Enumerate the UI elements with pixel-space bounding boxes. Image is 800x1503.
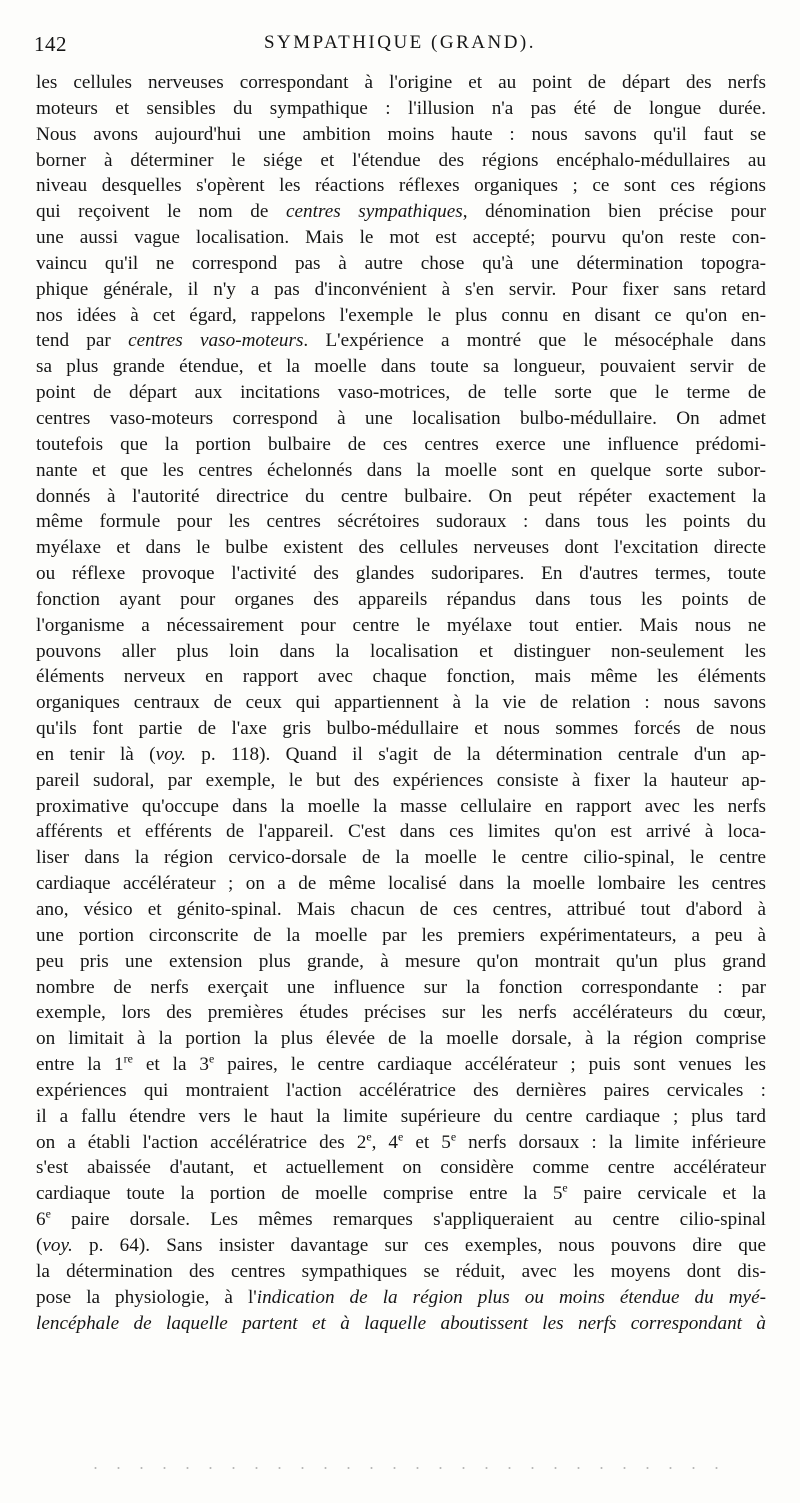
text-line: [36, 328, 766, 354]
text-run: qui reçoivent le nom de: [36, 201, 286, 223]
text-run: entre la 1: [36, 1054, 124, 1076]
text-line: [36, 225, 766, 251]
text-run: nante et que les centres échelonnés dans la moelle sont en quelque sorte subor-: [36, 459, 766, 481]
text-line: [36, 1181, 766, 1207]
text-line: [36, 173, 766, 199]
text-run: centres vaso-moteurs correspond à une localisation bulbo-médullaire. On admet: [36, 407, 766, 429]
text-run: même formule pour les centres sécrétoires sudoraux : dans tous les points du: [36, 511, 766, 533]
text-run: pose la physiologie, à l': [36, 1286, 257, 1308]
superscript: e: [562, 1181, 568, 1195]
running-title: SYMPATHIQUE (GRAND).: [263, 32, 537, 53]
text-line: [36, 1078, 766, 1104]
text-line: [36, 742, 766, 768]
text-run: éléments nerveux en rapport avec chaque fonction, mais même les éléments: [36, 666, 766, 688]
text-run: point de départ aux incitations vaso-motrices, de telle sorte que le terme de: [36, 382, 766, 404]
text-line: [36, 380, 766, 406]
text-line: [36, 484, 766, 510]
text-run: toutefois que la portion bulbaire de ces centres exerce une influence prédomi-: [36, 433, 766, 455]
text-run: en tenir là (: [36, 743, 156, 765]
text-line: [36, 1104, 766, 1130]
text-line: [36, 897, 766, 923]
italic-run: centres vaso-moteurs: [128, 330, 304, 352]
text-line: [36, 148, 766, 174]
superscript: e: [450, 1129, 457, 1144]
text-run: nerfs dorsaux : la limite inférieure: [456, 1131, 766, 1153]
text-line: [36, 1026, 766, 1052]
italic-run: centres sympathiques: [285, 201, 463, 223]
scan-specks: [84, 1466, 724, 1470]
text-line: [36, 509, 766, 535]
text-run: afférents et efférents de l'appareil. C'est dans ces limites qu'on est arrivé à loca-: [36, 821, 766, 843]
text-run: une aussi vague localisation. Mais le mot est accepté; pourvu qu'on reste con-: [36, 227, 766, 249]
italic-run: voy.: [42, 1234, 73, 1256]
text-run: borner à déterminer le siége et l'étendue des régions encéphalo-médullaires au: [36, 149, 766, 171]
text-run: proximative qu'occupe dans la moelle la masse cellulaire en rapport avec les nerfs: [36, 795, 766, 817]
text-run: s'est abaissée d'autant, et actuellement on considère comme centre accélérateur: [36, 1157, 766, 1179]
text-line: [36, 768, 766, 794]
text-run: cardiaque accélérateur ; on a de même localisé dans la moelle lombaire les centres: [36, 873, 766, 895]
text-run: et 5: [403, 1131, 451, 1153]
text-run: cardiaque toute la portion de moelle comprise entre la 5: [36, 1183, 563, 1205]
superscript: e: [208, 1052, 215, 1066]
text-run: paire cervicale et la: [567, 1183, 766, 1205]
text-line: [36, 458, 766, 484]
text-run: il a fallu étendre vers le haut la limite supérieure du centre cardiaque ; plus tard: [36, 1105, 766, 1127]
text-run: moteurs et sensibles du sympathique : l'illusion n'a pas été de longue durée.: [36, 97, 766, 119]
text-run: tend par: [36, 330, 129, 352]
text-line: [36, 1052, 766, 1078]
superscript: e: [366, 1129, 372, 1144]
text-run: la détermination des centres sympathiques se réduit, avec les moyens dont dis-: [36, 1260, 766, 1282]
text-run: myélaxe et dans le bulbe existent des cellules nerveuses dont l'excitation directe: [36, 537, 766, 559]
body-text: [36, 70, 766, 1336]
text-run: Nous avons aujourd'hui une ambition moins haute : nous savons qu'il faut se: [36, 123, 766, 145]
text-run: donnés à l'autorité directrice du centre bulbaire. On peut répéter exactement la: [36, 485, 766, 507]
superscript: e: [45, 1207, 51, 1221]
text-run: une portion circonscrite de la moelle par les premiers expérimentateurs, a peu à: [36, 924, 766, 946]
text-run: p. 64). Sans insister davantage sur ces exemples, nous pouvons dire que: [72, 1234, 766, 1256]
text-run: qu'ils font partie de l'axe gris bulbo-médullaire et nous sommes forcés de nous: [36, 718, 766, 740]
text-run: phique générale, il n'y a pas d'inconvénient à s'en servir. Pour fixer sans retard: [36, 278, 766, 300]
text-run: sa plus grande étendue, et la moelle dans toute sa longueur, pouvaient servir de: [36, 356, 766, 378]
text-line: [36, 406, 766, 432]
text-line: [36, 1233, 766, 1259]
italic-run: indication de la région plus ou moins étendue du myé-: [256, 1286, 766, 1308]
text-line: [36, 1259, 766, 1285]
text-run: peu pris une extension plus grande, à mesure qu'on montrait qu'un plus grand: [36, 950, 766, 972]
superscript: e: [398, 1129, 404, 1144]
text-line: [36, 639, 766, 665]
text-line: [36, 432, 766, 458]
text-line: [36, 690, 766, 716]
text-line: [36, 199, 766, 225]
text-line: [36, 535, 766, 561]
text-run: paires, le centre cardiaque accélérateur ; puis sont venues les: [214, 1054, 766, 1076]
text-run: . L'expérience a montré que le mésocéphale dans: [303, 330, 766, 352]
text-run: les cellules nerveuses correspondant à l'origine et au point de départ des nerfs: [36, 72, 766, 93]
text-run: p. 118). Quand il s'agit de la détermination centrale d'un ap-: [185, 743, 766, 765]
text-line: [36, 664, 766, 690]
text-line: [36, 561, 766, 587]
text-line: [36, 1000, 766, 1026]
text-run: on limitait à la portion la plus élevée de la moelle dorsale, à la région comprise: [36, 1028, 766, 1050]
text-run: fonction ayant pour organes des appareils répandus dans tous les points de: [36, 588, 766, 610]
text-run: l'organisme a nécessairement pour centre le myélaxe tout entier. Mais nous ne: [36, 614, 766, 636]
text-run: vaincu qu'il ne correspond pas à autre chose qu'à une détermination topogra-: [36, 252, 766, 274]
text-run: pareil sudoral, par exemple, le but des expériences consiste à fixer la hauteur ap-: [36, 769, 766, 791]
text-line: [36, 975, 766, 1001]
italic-run: voy.: [155, 743, 186, 765]
running-head: [32, 32, 768, 58]
text-run: paire dorsale. Les mêmes remarques s'appliqueraient au centre cilio-spinal: [50, 1209, 766, 1231]
text-run: niveau desquelles s'opèrent les réactions réflexes organiques ; ce sont ces régions: [36, 175, 766, 197]
text-run: liser dans la région cervico-dorsale de la moelle le centre cilio-spinal, le centre: [36, 847, 766, 869]
page-number: 142: [34, 32, 67, 56]
text-run: , 4: [371, 1131, 399, 1153]
text-line: [36, 1155, 766, 1181]
text-run: et la 3: [132, 1054, 209, 1076]
text-line: [36, 96, 766, 122]
text-line: [36, 354, 766, 380]
text-run: exemple, lors des premières études précises sur les nerfs accélérateurs du cœur,: [36, 1002, 766, 1024]
text-line: [36, 1311, 766, 1337]
text-line: [36, 277, 766, 303]
text-run: on a établi l'action accélératrice des 2: [36, 1131, 367, 1153]
superscript: re: [123, 1052, 133, 1066]
text-run: , dénomination bien précise pour: [462, 201, 766, 223]
text-line: [36, 845, 766, 871]
text-run: organiques centraux de ceux qui appartiennent à la vie de relation : nous savons: [36, 692, 766, 714]
text-line: [36, 70, 766, 96]
text-run: (: [36, 1234, 43, 1256]
text-line: [36, 251, 766, 277]
italic-run: lencéphale de laquelle partent et à laquelle aboutissent les nerfs correspondant à: [36, 1312, 766, 1334]
text-line: [36, 122, 766, 148]
text-line: [36, 819, 766, 845]
text-line: [36, 1207, 766, 1233]
text-line: [36, 303, 766, 329]
text-run: 6: [36, 1209, 46, 1231]
text-run: expériences qui montraient l'action accélératrice des dernières paires cervicales :: [36, 1079, 766, 1101]
text-run: pouvons aller plus loin dans la localisation et distinguer non-seulement les: [36, 640, 766, 662]
text-line: [36, 716, 766, 742]
text-run: nombre de nerfs exerçait une influence sur la fonction correspondante : par: [36, 976, 766, 998]
text-line: [36, 794, 766, 820]
text-line: [36, 587, 766, 613]
text-run: nos idées à cet égard, rappelons l'exemple le plus connu en disant ce qu'on en-: [36, 304, 766, 326]
text-run: ano, vésico et génito-spinal. Mais chacun de ces centres, attribué tout d'abord à: [36, 899, 766, 920]
text-run: ou réflexe provoque l'activité des glandes sudoripares. En d'autres termes, toute: [36, 563, 766, 585]
text-line: [36, 949, 766, 975]
text-line: [36, 1130, 766, 1156]
text-line: [36, 1285, 766, 1311]
text-line: [36, 923, 766, 949]
text-line: [36, 871, 766, 897]
text-line: [36, 613, 766, 639]
